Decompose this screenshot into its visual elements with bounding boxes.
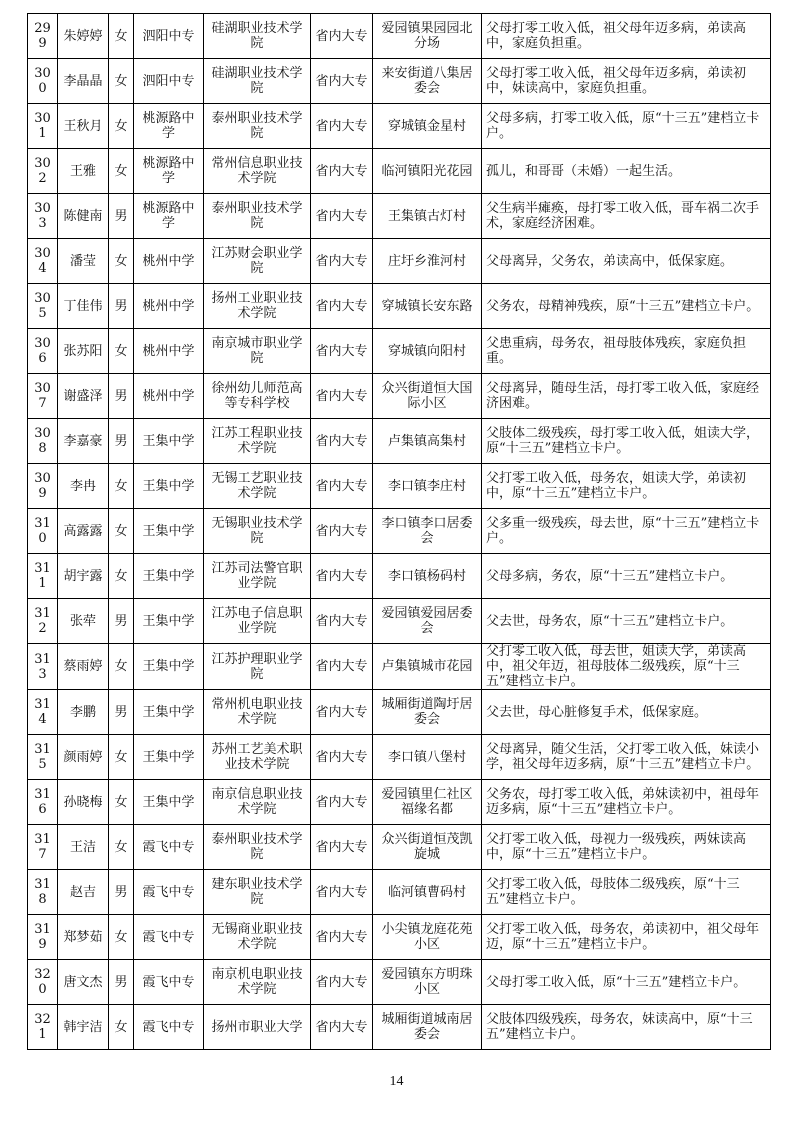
college-cell: 泰州职业技术学院	[204, 194, 311, 239]
family-situation-cell: 父母离异，父务农，弟读高中，低保家庭。	[482, 239, 771, 284]
level-cell: 省内大专	[311, 104, 373, 149]
row-number-cell: 309	[28, 464, 58, 509]
address-cell: 众兴街道恒茂凯旋城	[373, 825, 482, 870]
row-number-cell: 300	[28, 59, 58, 104]
student-name-cell: 蔡雨婷	[58, 644, 109, 690]
high-school-cell: 王集中学	[134, 780, 204, 825]
student-name-cell: 陈健南	[58, 194, 109, 239]
row-number-cell: 308	[28, 419, 58, 464]
student-name-cell: 朱婷婷	[58, 14, 109, 59]
student-name-cell: 李嘉豪	[58, 419, 109, 464]
level-cell: 省内大专	[311, 149, 373, 194]
table-row	[28, 374, 771, 419]
family-situation-cell: 父生病半瘫痪，母打零工收入低，哥车祸二次手术，家庭经济困难。	[482, 194, 771, 239]
college-cell: 常州信息职业技术学院	[204, 149, 311, 194]
level-cell: 省内大专	[311, 780, 373, 825]
gender-cell: 女	[109, 509, 134, 554]
high-school-cell: 王集中学	[134, 464, 204, 509]
row-number-cell: 301	[28, 104, 58, 149]
table-row	[28, 960, 771, 1005]
table-row	[28, 509, 771, 554]
address-cell: 爱园镇东方明珠小区	[373, 960, 482, 1005]
row-number-cell: 304	[28, 239, 58, 284]
row-number-cell: 317	[28, 825, 58, 870]
gender-cell: 男	[109, 960, 134, 1005]
family-situation-cell: 父多重一级残疾，母去世，原“十三五”建档立卡户。	[482, 509, 771, 554]
student-name-cell: 李晶晶	[58, 59, 109, 104]
address-cell: 李口镇李口居委会	[373, 509, 482, 554]
college-cell: 无锡职业技术学院	[204, 509, 311, 554]
high-school-cell: 霞飞中专	[134, 915, 204, 960]
family-situation-cell: 父打零工收入低，母务农，姐读大学，弟读初中，原“十三五”建档立卡户。	[482, 464, 771, 509]
table-row	[28, 239, 771, 284]
gender-cell: 男	[109, 599, 134, 644]
family-situation-cell: 父母多病，务农，原“十三五”建档立卡户。	[482, 554, 771, 599]
student-name-cell: 王雅	[58, 149, 109, 194]
college-cell: 苏州工艺美术职业技术学院	[204, 735, 311, 780]
level-cell: 省内大专	[311, 419, 373, 464]
gender-cell: 女	[109, 644, 134, 690]
table-row	[28, 599, 771, 644]
address-cell: 爱园镇爱园居委会	[373, 599, 482, 644]
family-situation-cell: 父患重病，母务农，祖母肢体残疾，家庭负担重。	[482, 329, 771, 374]
family-situation-cell: 父务农，母精神残疾，原“十三五”建档立卡户。	[482, 284, 771, 329]
college-cell: 徐州幼儿师范高等专科学校	[204, 374, 311, 419]
student-name-cell: 王秋月	[58, 104, 109, 149]
row-number-cell: 311	[28, 554, 58, 599]
student-name-cell: 郑梦茹	[58, 915, 109, 960]
high-school-cell: 王集中学	[134, 690, 204, 735]
gender-cell: 女	[109, 825, 134, 870]
student-name-cell: 唐文杰	[58, 960, 109, 1005]
table-row	[28, 464, 771, 509]
family-situation-cell: 父母多病，打零工收入低，原“十三五”建档立卡户。	[482, 104, 771, 149]
address-cell: 爱园镇里仁社区福缘名都	[373, 780, 482, 825]
high-school-cell: 桃源路中学	[134, 104, 204, 149]
level-cell: 省内大专	[311, 825, 373, 870]
high-school-cell: 桃州中学	[134, 284, 204, 329]
address-cell: 爱园镇果园园北分场	[373, 14, 482, 59]
high-school-cell: 霞飞中专	[134, 960, 204, 1005]
college-cell: 无锡工艺职业技术学院	[204, 464, 311, 509]
row-number-cell: 302	[28, 149, 58, 194]
college-cell: 江苏护理职业学院	[204, 644, 311, 690]
gender-cell: 女	[109, 735, 134, 780]
high-school-cell: 王集中学	[134, 509, 204, 554]
gender-cell: 女	[109, 780, 134, 825]
high-school-cell: 泗阳中专	[134, 14, 204, 59]
address-cell: 临河镇阳光花园	[373, 149, 482, 194]
level-cell: 省内大专	[311, 239, 373, 284]
row-number-cell: 316	[28, 780, 58, 825]
row-number-cell: 303	[28, 194, 58, 239]
row-number-cell: 320	[28, 960, 58, 1005]
student-name-cell: 高露露	[58, 509, 109, 554]
student-name-cell: 丁佳伟	[58, 284, 109, 329]
family-situation-cell: 父肢体二级残疾，母打零工收入低，姐读大学，原“十三五”建档立卡户。	[482, 419, 771, 464]
level-cell: 省内大专	[311, 464, 373, 509]
student-aid-table	[27, 13, 771, 1050]
address-cell: 众兴街道恒大国际小区	[373, 374, 482, 419]
family-situation-cell: 父打零工收入低，母肢体二级残疾，原“十三五”建档立卡户。	[482, 870, 771, 915]
gender-cell: 男	[109, 194, 134, 239]
level-cell: 省内大专	[311, 59, 373, 104]
address-cell: 穿城镇长安东路	[373, 284, 482, 329]
family-situation-cell: 父肢体四级残疾，母务农，妹读高中，原“十三五”建档立卡户。	[482, 1005, 771, 1050]
high-school-cell: 霞飞中专	[134, 1005, 204, 1050]
college-cell: 江苏司法警官职业学院	[204, 554, 311, 599]
address-cell: 李口镇八堡村	[373, 735, 482, 780]
row-number-cell: 319	[28, 915, 58, 960]
gender-cell: 女	[109, 14, 134, 59]
family-situation-cell: 父母打零工收入低，祖父母年迈多病，弟读初中，妹读高中，家庭负担重。	[482, 59, 771, 104]
family-situation-cell: 父母打零工收入低，祖父母年迈多病，弟读高中，家庭负担重。	[482, 14, 771, 59]
college-cell: 硅湖职业技术学院	[204, 14, 311, 59]
college-cell: 江苏电子信息职业学院	[204, 599, 311, 644]
high-school-cell: 霞飞中专	[134, 870, 204, 915]
table-row	[28, 329, 771, 374]
table-row	[28, 284, 771, 329]
high-school-cell: 桃源路中学	[134, 194, 204, 239]
family-situation-cell: 父母离异，随母生活，母打零工收入低，家庭经济困难。	[482, 374, 771, 419]
high-school-cell: 王集中学	[134, 644, 204, 690]
address-cell: 李口镇李庄村	[373, 464, 482, 509]
gender-cell: 男	[109, 690, 134, 735]
level-cell: 省内大专	[311, 735, 373, 780]
high-school-cell: 桃州中学	[134, 329, 204, 374]
address-cell: 城厢街道城南居委会	[373, 1005, 482, 1050]
gender-cell: 女	[109, 239, 134, 284]
level-cell: 省内大专	[311, 14, 373, 59]
student-name-cell: 赵吉	[58, 870, 109, 915]
college-cell: 泰州职业技术学院	[204, 825, 311, 870]
table-row	[28, 915, 771, 960]
gender-cell: 女	[109, 59, 134, 104]
student-name-cell: 潘莹	[58, 239, 109, 284]
level-cell: 省内大专	[311, 194, 373, 239]
address-cell: 李口镇杨码村	[373, 554, 482, 599]
family-situation-cell: 父去世，母务农，原“十三五”建档立卡户。	[482, 599, 771, 644]
family-situation-cell: 父打零工收入低，母务农，弟读初中，祖父母年迈，原“十三五”建档立卡户。	[482, 915, 771, 960]
college-cell: 常州机电职业技术学院	[204, 690, 311, 735]
family-situation-cell: 孤儿，和哥哥（未婚）一起生活。	[482, 149, 771, 194]
table-row	[28, 194, 771, 239]
address-cell: 临河镇曹码村	[373, 870, 482, 915]
college-cell: 建东职业技术学院	[204, 870, 311, 915]
gender-cell: 女	[109, 329, 134, 374]
college-cell: 扬州工业职业技术学院	[204, 284, 311, 329]
college-cell: 江苏财会职业学院	[204, 239, 311, 284]
level-cell: 省内大专	[311, 599, 373, 644]
student-name-cell: 王洁	[58, 825, 109, 870]
high-school-cell: 王集中学	[134, 419, 204, 464]
row-number-cell: 310	[28, 509, 58, 554]
student-name-cell: 孙晓梅	[58, 780, 109, 825]
high-school-cell: 桃州中学	[134, 239, 204, 284]
college-cell: 无锡商业职业技术学院	[204, 915, 311, 960]
family-situation-cell: 父母离异，随父生活，父打零工收入低，妹读小学，祖父母年迈多病，原“十三五”建档立卡户。	[482, 735, 771, 780]
family-situation-cell: 父母打零工收入低，原“十三五”建档立卡户。	[482, 960, 771, 1005]
high-school-cell: 王集中学	[134, 599, 204, 644]
table-row	[28, 735, 771, 780]
gender-cell: 女	[109, 149, 134, 194]
level-cell: 省内大专	[311, 554, 373, 599]
college-cell: 泰州职业技术学院	[204, 104, 311, 149]
address-cell: 穿城镇金星村	[373, 104, 482, 149]
high-school-cell: 霞飞中专	[134, 825, 204, 870]
address-cell: 王集镇古灯村	[373, 194, 482, 239]
gender-cell: 女	[109, 464, 134, 509]
table-row	[28, 825, 771, 870]
level-cell: 省内大专	[311, 1005, 373, 1050]
high-school-cell: 王集中学	[134, 735, 204, 780]
row-number-cell: 307	[28, 374, 58, 419]
gender-cell: 女	[109, 1005, 134, 1050]
gender-cell: 男	[109, 374, 134, 419]
address-cell: 城厢街道陶圩居委会	[373, 690, 482, 735]
row-number-cell: 306	[28, 329, 58, 374]
college-cell: 南京信息职业技术学院	[204, 780, 311, 825]
row-number-cell: 313	[28, 644, 58, 690]
level-cell: 省内大专	[311, 374, 373, 419]
address-cell: 庄圩乡淮河村	[373, 239, 482, 284]
level-cell: 省内大专	[311, 915, 373, 960]
table-row	[28, 59, 771, 104]
row-number-cell: 312	[28, 599, 58, 644]
level-cell: 省内大专	[311, 509, 373, 554]
table-row	[28, 690, 771, 735]
family-situation-cell: 父打零工收入低，母视力一级残疾，两妹读高中，原“十三五”建档立卡户。	[482, 825, 771, 870]
row-number-cell: 305	[28, 284, 58, 329]
row-number-cell: 318	[28, 870, 58, 915]
college-cell: 江苏工程职业技术学院	[204, 419, 311, 464]
level-cell: 省内大专	[311, 870, 373, 915]
table-row	[28, 149, 771, 194]
student-name-cell: 张荦	[58, 599, 109, 644]
table-row	[28, 1005, 771, 1050]
gender-cell: 男	[109, 419, 134, 464]
table-row	[28, 870, 771, 915]
gender-cell: 女	[109, 104, 134, 149]
student-name-cell: 韩宇洁	[58, 1005, 109, 1050]
address-cell: 来安街道八集居委会	[373, 59, 482, 104]
row-number-cell: 321	[28, 1005, 58, 1050]
student-name-cell: 谢盛泽	[58, 374, 109, 419]
student-name-cell: 李冉	[58, 464, 109, 509]
gender-cell: 女	[109, 915, 134, 960]
table-row	[28, 104, 771, 149]
table-row	[28, 554, 771, 599]
address-cell: 卢集镇高集村	[373, 419, 482, 464]
page-number: 14	[389, 1074, 404, 1089]
high-school-cell: 王集中学	[134, 554, 204, 599]
student-name-cell: 颜雨婷	[58, 735, 109, 780]
level-cell: 省内大专	[311, 644, 373, 690]
student-name-cell: 李鹏	[58, 690, 109, 735]
student-name-cell: 胡宇露	[58, 554, 109, 599]
family-situation-cell: 父去世，母心脏修复手术，低保家庭。	[482, 690, 771, 735]
family-situation-cell: 父务农，母打零工收入低，弟妹读初中，祖母年迈多病，原“十三五”建档立卡户。	[482, 780, 771, 825]
table-row	[28, 780, 771, 825]
address-cell: 卢集镇城市花园	[373, 644, 482, 690]
table-row	[28, 419, 771, 464]
table-row	[28, 14, 771, 59]
level-cell: 省内大专	[311, 960, 373, 1005]
college-cell: 南京机电职业技术学院	[204, 960, 311, 1005]
level-cell: 省内大专	[311, 690, 373, 735]
college-cell: 扬州市职业大学	[204, 1005, 311, 1050]
address-cell: 穿城镇向阳村	[373, 329, 482, 374]
row-number-cell: 315	[28, 735, 58, 780]
high-school-cell: 泗阳中专	[134, 59, 204, 104]
college-cell: 南京城市职业学院	[204, 329, 311, 374]
gender-cell: 男	[109, 870, 134, 915]
family-situation-cell: 父打零工收入低，母去世，姐读大学，弟读高中，祖父年迈，祖母肢体二级残疾，原“十三五”建档立卡户。	[482, 644, 771, 690]
high-school-cell: 桃源路中学	[134, 149, 204, 194]
row-number-cell: 299	[28, 14, 58, 59]
table-row	[28, 644, 771, 690]
student-name-cell: 张苏阳	[58, 329, 109, 374]
gender-cell: 女	[109, 554, 134, 599]
address-cell: 小尖镇龙庭花苑小区	[373, 915, 482, 960]
level-cell: 省内大专	[311, 329, 373, 374]
row-number-cell: 314	[28, 690, 58, 735]
college-cell: 硅湖职业技术学院	[204, 59, 311, 104]
high-school-cell: 桃州中学	[134, 374, 204, 419]
gender-cell: 男	[109, 284, 134, 329]
level-cell: 省内大专	[311, 284, 373, 329]
